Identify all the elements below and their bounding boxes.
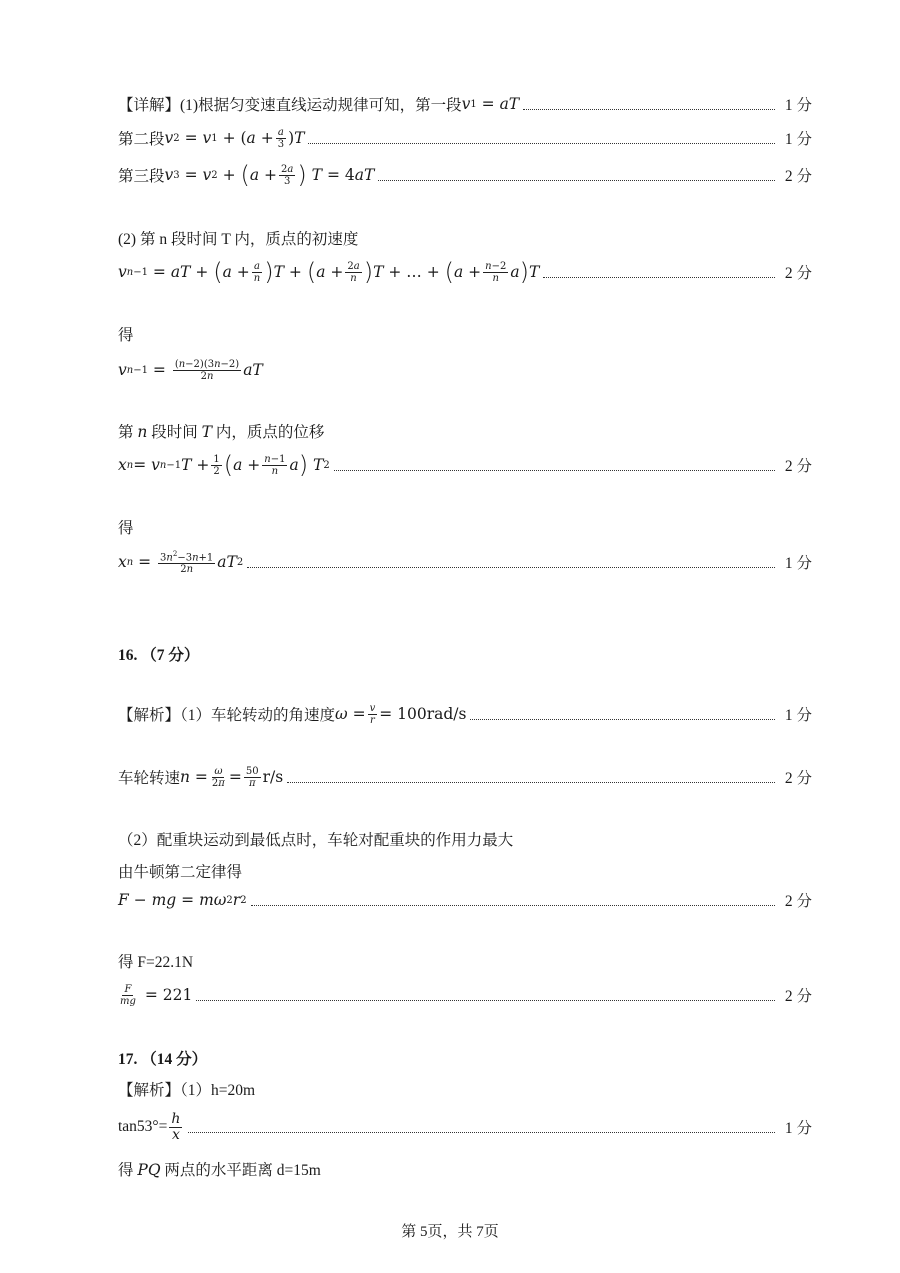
line-10: 得 — [118, 520, 134, 537]
question-16-heading: 16. （7 分） — [118, 647, 200, 664]
line-8: 第 n 段时间 T 内，质点的位移 — [118, 423, 325, 441]
page-footer: 第 5页，共 7页 — [401, 1224, 499, 1240]
leader-dots — [543, 277, 775, 278]
line-19: $\frac{F}{mg}$ = 221 2 分 — [120, 983, 812, 1007]
line-21: 【解析】（1）h=20m — [118, 1082, 256, 1099]
score-1: 1 分 — [784, 97, 812, 114]
line-7: v n −1 = $\frac{(n-2)(3n-2)}{2n}$ aT — [118, 358, 263, 382]
line-2: 第二段 v 2 = v 1 + ( a + $\frac{a}{3}$ ) T 1 分 — [118, 126, 812, 150]
score-5: 2 分 — [784, 265, 812, 282]
line-6: 得 — [118, 327, 134, 344]
score-9: 2 分 — [784, 458, 812, 475]
score-22: 1 分 — [784, 1120, 812, 1137]
leader-dots — [308, 143, 774, 144]
leader-dots — [378, 180, 775, 181]
line-3: 第三段 v 3 = v 2 + ( a + $\frac{2a}{3}$ ) T = 4 aT 2 分 — [118, 161, 812, 189]
question-17-heading: 17. （14 分） — [118, 1051, 208, 1068]
score-11: 1 分 — [784, 555, 812, 572]
leader-dots — [247, 567, 775, 568]
line-14: 车轮转速 n = $\frac{\omega}{2\pi}$ = $\frac{50}{\pi}$ r/s 2 分 — [118, 765, 812, 789]
leader-dots — [334, 470, 775, 471]
score-3: 2 分 — [784, 168, 812, 185]
line-1: 【详解】(1)根据匀变速直线运动规律可知，第一段 v 1 = aT 1 分 — [118, 95, 812, 114]
line-13: 【解析】（1）车轮转动的角速度 ω = $\frac{v}{r}$ = 100rad/s 1 分 — [118, 702, 812, 726]
score-17: 2 分 — [784, 893, 812, 910]
line-15: （2）配重块运动到最低点时，车轮对配重块的作用力最大 — [118, 832, 514, 849]
line-4: (2) 第 n 段时间 T 内，质点的初速度 — [118, 231, 359, 248]
score-19: 2 分 — [784, 988, 812, 1005]
line-23: 得 PQ 两点的水平距离 d=15m — [118, 1161, 321, 1179]
line-16: 由牛顿第二定律得 — [118, 864, 243, 881]
leader-dots — [188, 1132, 774, 1133]
leader-dots — [287, 782, 775, 783]
leader-dots — [196, 1000, 775, 1001]
score-13: 1 分 — [784, 707, 812, 724]
line-18: 得 F=22.1N — [118, 954, 194, 971]
leader-dots — [523, 109, 775, 110]
line-22: tan53°= $\frac{h}{x}$ 1 分 — [118, 1110, 812, 1143]
leader-dots — [470, 719, 774, 720]
leader-dots — [251, 905, 775, 906]
line-9: x n = v n −1 T + $\frac{1}{2}$ ( a + $\frac{n-1}{n}$ a ) T 2 2 分 — [118, 451, 812, 479]
line-17: F − mg = mω 2 r 2 2 分 — [118, 891, 812, 910]
line-11: x n = $\frac{3n^2-3n+1}{2n}$ aT 2 1 分 — [118, 549, 812, 576]
line-5: v n −1 = aT + ( a + $\frac{a}{n}$ ) T + ( a + $\frac{2a}{n}$ ) T + … + ( a + $\frac{n-2}{n}$ a ) T 2 分 — [118, 258, 812, 286]
score-14: 2 分 — [784, 770, 812, 787]
score-2: 1 分 — [784, 131, 812, 148]
